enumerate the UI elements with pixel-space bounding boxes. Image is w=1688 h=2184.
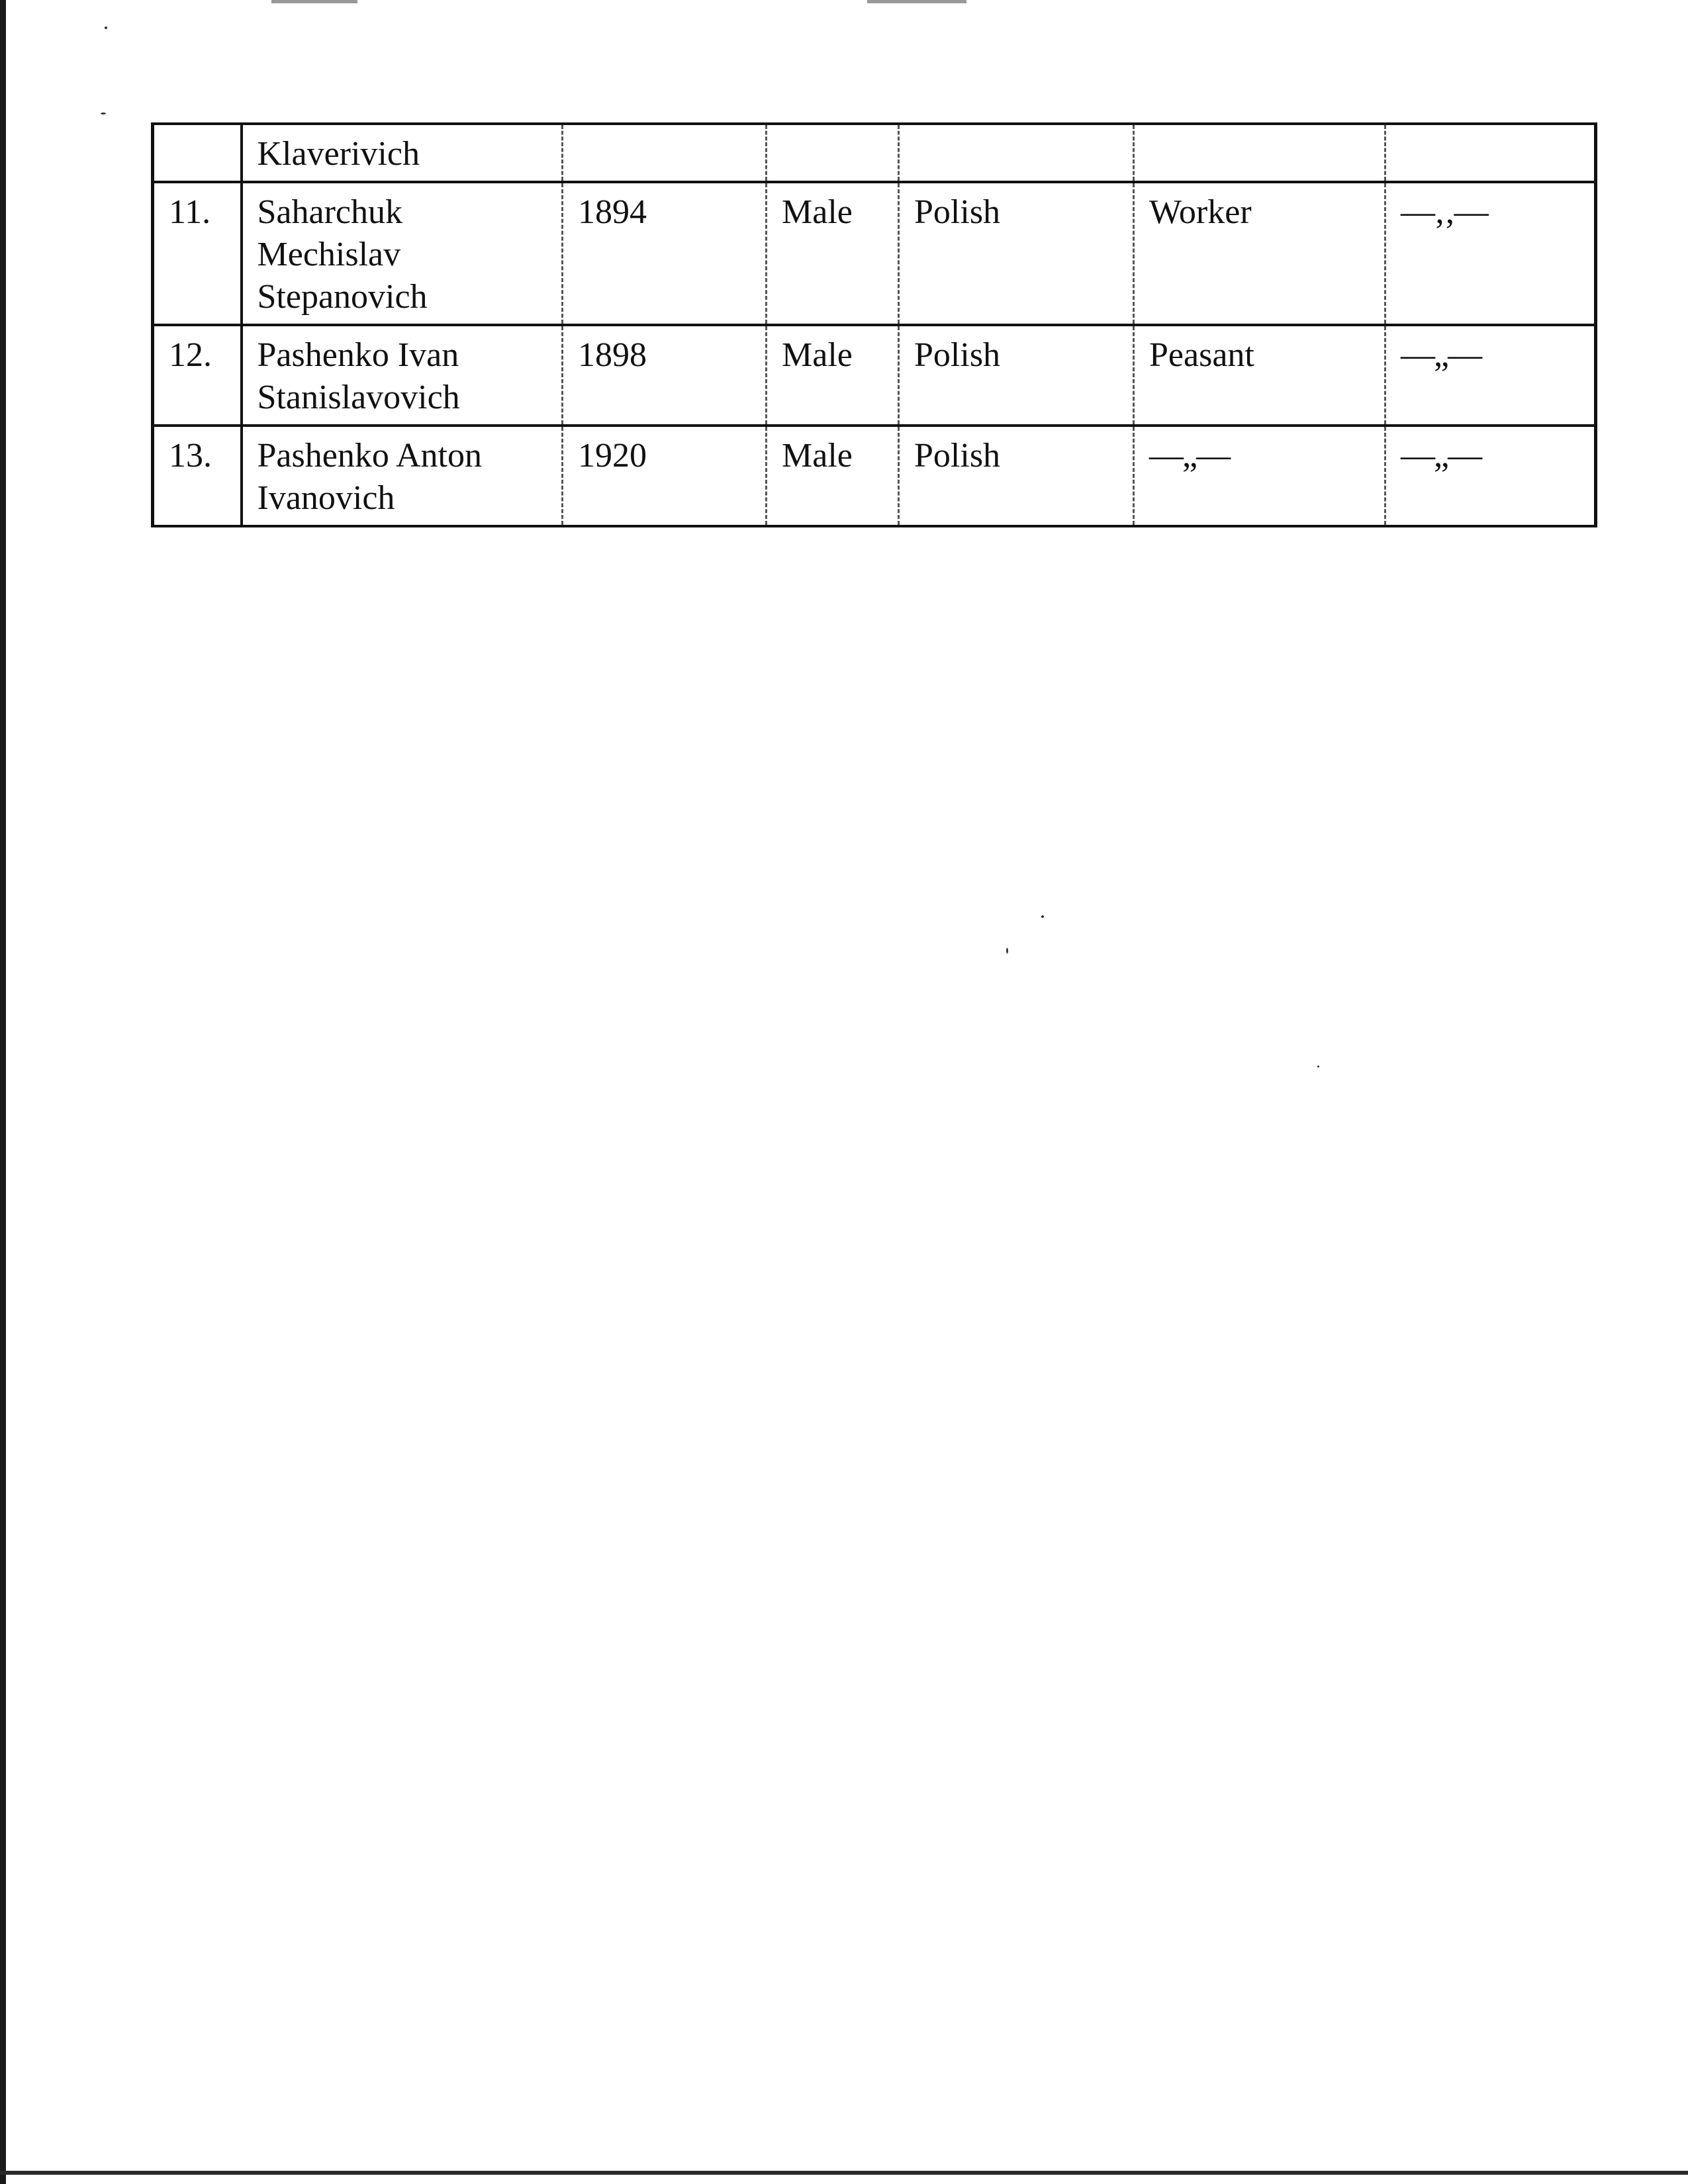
occupation: Worker	[1134, 182, 1385, 325]
ditto-mark: —„—	[1149, 437, 1230, 475]
name-line: Ivanovich	[257, 479, 395, 517]
nationality: Polish	[899, 182, 1134, 325]
scan-speck	[1317, 1066, 1319, 1068]
scan-speck	[105, 26, 107, 29]
sex	[767, 124, 899, 182]
row-number	[153, 124, 242, 182]
scan-smudge	[867, 0, 966, 3]
scan-speck	[1006, 948, 1008, 954]
nationality: Polish	[899, 325, 1134, 426]
sex: Male	[767, 325, 899, 426]
birth-year: 1898	[563, 325, 767, 426]
birth-year: 1894	[563, 182, 767, 325]
ditto-mark: —„—	[1401, 336, 1481, 374]
last-column	[1385, 426, 1596, 526]
row-number: 12.	[153, 325, 242, 426]
scan-smudge	[271, 0, 357, 3]
ditto-mark: —„—	[1401, 437, 1481, 475]
nationality: Polish	[899, 426, 1134, 526]
occupation	[1134, 124, 1385, 182]
person-name	[242, 325, 563, 426]
occupation: Peasant	[1134, 325, 1385, 426]
table-row	[153, 426, 1596, 526]
birth-year	[563, 124, 767, 182]
last-column	[1385, 124, 1596, 182]
name-line: Saharchuk	[257, 193, 402, 231]
ditto-mark: —‚‚—	[1401, 193, 1487, 231]
sex: Male	[767, 182, 899, 325]
name-line: Stanislavovich	[257, 379, 460, 416]
person-name	[242, 124, 563, 182]
name-line: Mechislav	[257, 236, 401, 273]
name-line: Klaverivich	[257, 135, 420, 173]
birth-year: 1920	[563, 426, 767, 526]
name-line: Pashenko Anton	[257, 437, 482, 475]
person-name	[242, 426, 563, 526]
table-row	[153, 325, 1596, 426]
scan-speck	[1041, 915, 1044, 918]
row-number: 11.	[153, 182, 242, 325]
occupation	[1134, 426, 1385, 526]
records-table	[151, 122, 1597, 527]
last-column	[1385, 325, 1596, 426]
scan-edge-bottom	[0, 2171, 1688, 2175]
table-row	[153, 124, 1596, 182]
row-number: 13.	[153, 426, 242, 526]
name-line: Stepanovich	[257, 278, 428, 316]
scan-edge-left	[0, 0, 6, 2184]
table-row	[153, 182, 1596, 325]
person-name	[242, 182, 563, 325]
name-line: Pashenko Ivan	[257, 336, 459, 374]
nationality	[899, 124, 1134, 182]
sex: Male	[767, 426, 899, 526]
last-column	[1385, 182, 1596, 325]
scan-speck	[101, 113, 106, 114]
